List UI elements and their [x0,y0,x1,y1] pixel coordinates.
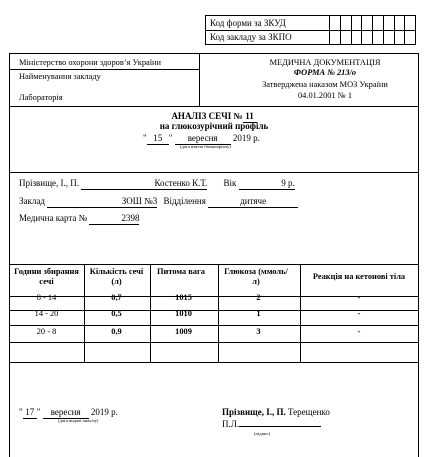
issue-date-caption: (дата видачі аналізу) [58,418,99,423]
institution-field-label: Заклад [19,196,45,206]
institution-code-label: Код закладу за ЗКПО [210,32,292,42]
issue-day: 17 [23,407,37,419]
issue-month: вересня [43,407,89,419]
table-cell: 1015 [175,293,192,302]
col-header-volume: Кількість сечі (л) [89,267,144,286]
issue-date: " 17 " вересня 2019 р. [19,407,118,417]
signature-line [239,426,321,427]
patient-name-value: Костенко К.Т. [81,178,207,190]
sample-date-caption: (дата взяття біоматеріалу) [180,144,231,149]
analysis-title-prefix: АНАЛІЗ СЕЧІ № [171,111,243,121]
col-header-gravity: Питома вага [156,267,205,276]
approval-date: 04.01.2001 № 1 [297,91,353,100]
patient-name-line [19,178,295,190]
signer-value: Терещенко [288,407,330,417]
department-value: дитяче [208,196,298,208]
med-doc-title: МЕДИЧНА ДОКУМЕНТАЦІЯ [269,58,381,67]
sample-year: 2019 р. [232,133,260,143]
signature-caption: (підпис) [254,431,271,436]
form-code-label: Код форми за ЗКУД [210,18,286,28]
form-code-cells [329,16,415,30]
card-value: 2398 [89,213,139,225]
table-cell: 3 [256,327,261,336]
sample-date: " 15 " вересня 2019 р. [143,133,260,143]
age-value: 9 р. [239,178,295,190]
age-label: Вік [223,178,237,188]
table-cell: 2 [256,293,261,302]
institution-line [19,196,298,208]
table-cell: 0,9 [111,327,122,336]
laboratory-label: Лабораторія [19,93,63,102]
table-cell: - [357,309,361,318]
table-cell: 1010 [175,309,192,318]
table-cell: 8 - 14 [36,293,57,302]
col-header-hours: Години збирання сечі [14,267,79,286]
institution-name-label: Найменування закладу [19,72,101,81]
signer-line [222,407,330,418]
signer-label: Прізвище, І., П. [222,407,286,417]
ministry-name: Міністерство охорони здоров’я України [19,58,162,67]
table-cell: - [357,327,361,336]
issue-year: 2019 р. [90,407,118,417]
form-number: ФОРМА № 213/о [293,68,357,77]
table-cell: 20 - 8 [36,327,57,336]
institution-code-cells [329,30,415,44]
sample-day: 15 [147,133,169,145]
table-cell: - [357,293,361,302]
patient-name-label: Прізвище, І., П. [19,178,80,188]
col-header-ketone: Реакція на кетонові тіла [312,272,406,281]
table-cell: 1 [256,309,261,318]
institution-value: ЗОШ №3 [47,196,157,208]
table-cell: 0,5 [111,309,122,318]
analysis-subtitle: на глюкозурічний профіль [159,121,269,131]
sample-month: вересня [175,133,231,145]
department-label: Відділення [163,196,206,206]
table-cell: 14 - 20 [34,309,59,318]
form-code-box [205,15,416,45]
initials-label: П.Л. [222,419,240,429]
col-header-glucose: Глюкоза (ммоль/л) [224,267,288,286]
table-cell: 1009 [175,327,192,336]
approval-text: Затверджена наказом МОЗ України [262,80,388,89]
table-cell: 0,7 [111,293,122,302]
card-label: Медична карта № [19,213,88,223]
analysis-number: 11 [243,111,257,123]
card-line [19,213,139,225]
initials-line [222,419,321,430]
